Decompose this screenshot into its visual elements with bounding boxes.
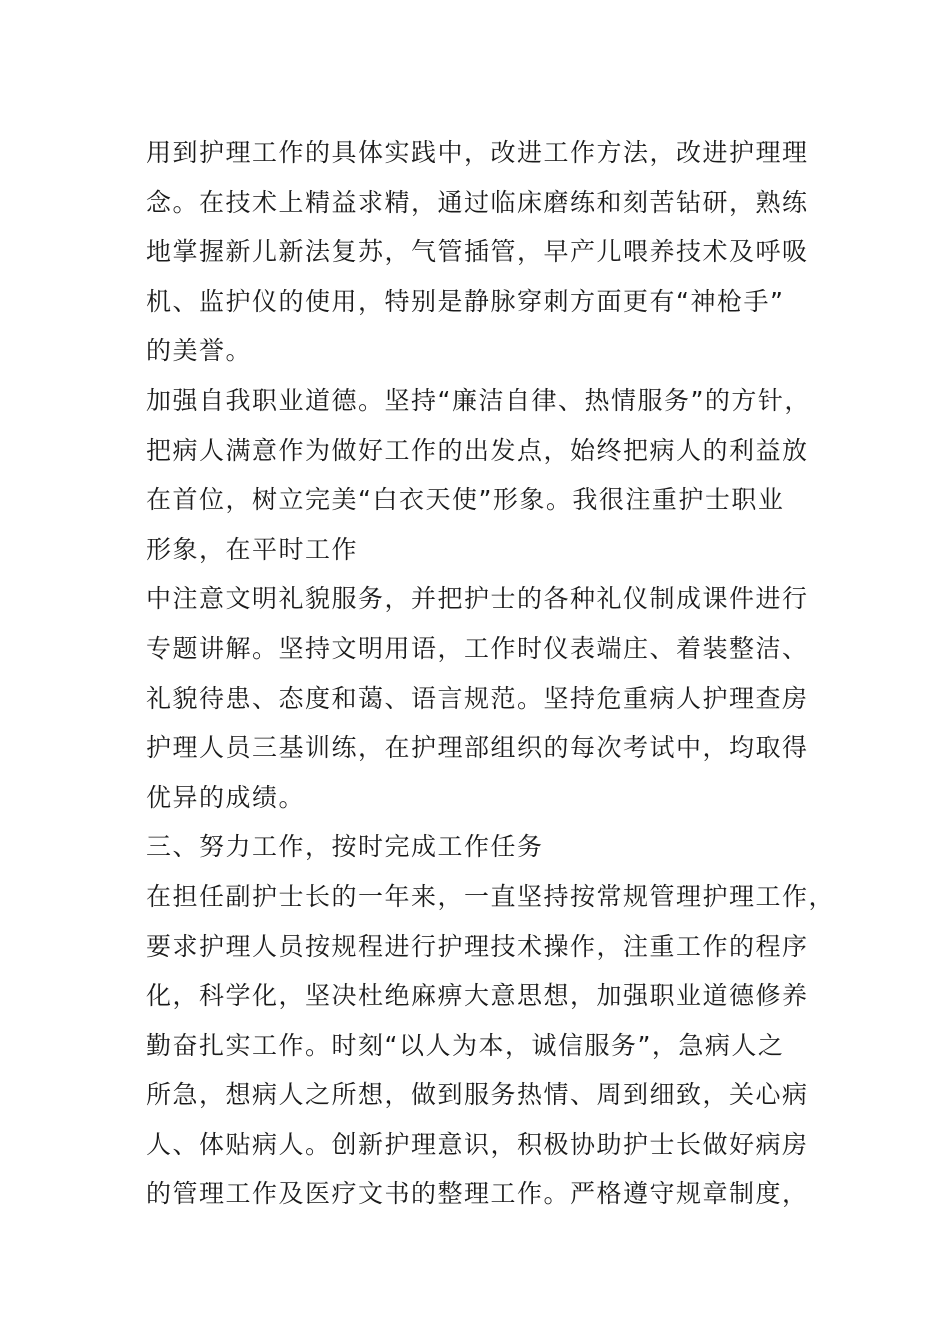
text-line: 勤奋扎实工作。时刻“以人为本，诚信服务”，急病人之: [146, 1030, 785, 1060]
text-line: 加强自我职业道德。坚持“廉洁自律、热情服务”的方针，: [146, 385, 811, 415]
text-line: 念。在技术上精益求精，通过临床磨练和刻苦钻研，熟练: [146, 187, 809, 217]
text-line: 专题讲解。坚持文明用语，工作时仪表端庄、着装整洁、: [146, 633, 809, 663]
text-line: 用到护理工作的具体实践中，改进工作方法，改进护理理: [146, 138, 809, 167]
text-line: 的美誉。: [146, 336, 253, 366]
text-line: 化，科学化，坚决杜绝麻痹大意思想，加强职业道德修养: [146, 981, 809, 1011]
text-line: 形象，在平时工作: [146, 534, 359, 564]
text-line: 人、体贴病人。创新护理意识，积极协助护士长做好病房: [146, 1129, 809, 1159]
text-line: 在担任副护士长的一年来，一直坚持按常规管理护理工作，: [146, 881, 836, 911]
text-line: 的管理工作及医疗文书的整理工作。严格遵守规章制度，: [146, 1179, 809, 1209]
text-line: 地掌握新儿新法复苏，气管插管，早产儿喂养技术及呼吸: [146, 237, 809, 267]
text-line: 护理人员三基训练，在护理部组织的每次考试中，均取得: [146, 733, 809, 763]
text-line: 优异的成绩。: [146, 782, 306, 812]
body-text: [146, 128, 846, 1219]
text-line: 中注意文明礼貌服务，并把护士的各种礼仪制成课件进行: [146, 584, 809, 614]
section-heading: 三、努力工作，按时完成工作任务: [146, 832, 544, 862]
text-line: 礼貌待患、态度和蔼、语言规范。坚持危重病人护理查房: [146, 683, 809, 713]
text-line: 把病人满意作为做好工作的出发点，始终把病人的利益放: [146, 435, 809, 465]
text-line: 在首位，树立完美“白衣天使”形象。我很注重护士职业: [146, 485, 785, 515]
text-line: 要求护理人员按规程进行护理技术操作，注重工作的程序: [146, 931, 809, 961]
text-line: 机、监护仪的使用，特别是静脉穿刺方面更有“神枪手”: [146, 286, 785, 316]
text-line: 所急，想病人之所想，做到服务热情、周到细致，关心病: [146, 1080, 809, 1110]
